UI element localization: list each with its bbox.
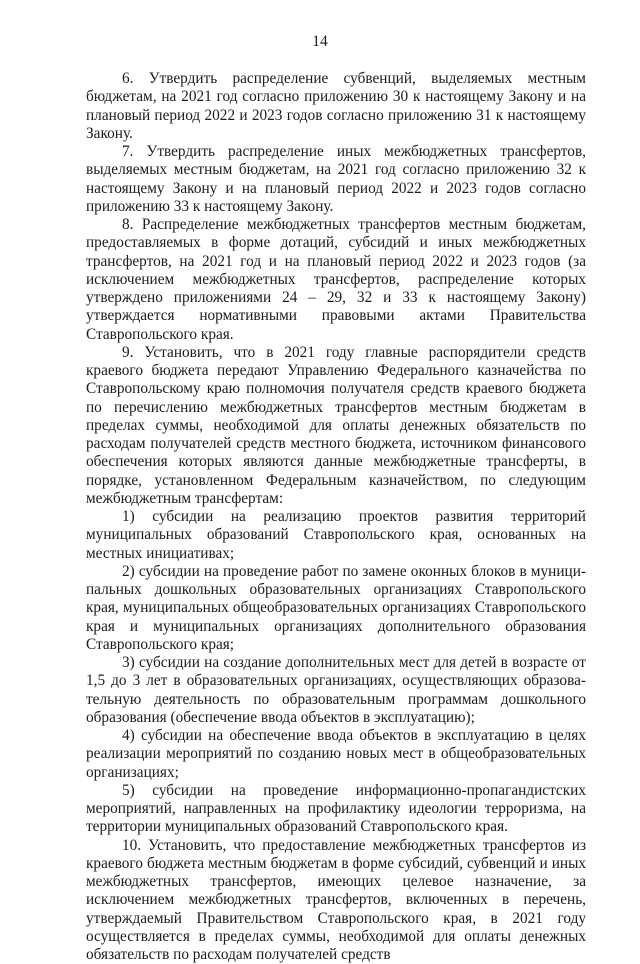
list-item-5: 5) субсидии на проведение информационно-пропагандистских мероприятий, направленных на профилактику идеологии терроризма, на территории муниципальных образований Ставропольского края. <box>86 782 586 837</box>
list-item-3: 3) субсидии на создание дополнительных мест для детей в возрасте от 1,5 до 3 лет в образовательных организациях, осуществляющих образовательную деятельность по образовательным программам дошкольного образования (обеспечение ввода объектов в эксплуатацию); <box>86 654 586 727</box>
paragraph-7: 7. Утвердить распределение иных межбюджетных трансфертов, выделяемых местным бюджетам, на 2021 год согласно приложению 32 к настоящему Закону и на плановый период 2022 и 2023 годов согласно приложению 33 к настоящему Закону. <box>86 143 586 216</box>
list-item-4: 4) субсидии на обеспечение ввода объектов в эксплуатацию в целях реализации мероприятий по созданию новых мест в общеобразовательных организациях; <box>86 727 586 782</box>
list-item-2: 2) субсидии на проведение работ по замене оконных блоков в муниципальных дошкольных образовательных организациях Ставропольского края, муниципальных общеобразовательных организациях Ставропольского края и муниципальных организациях дополнительного образования Ставропольского края; <box>86 563 586 654</box>
page-number: 14 <box>0 33 640 51</box>
paragraph-6: 6. Утвердить распределение субвенций, выделяемых местным бюджетам, на 2021 год согласно приложению 30 к настоящему Закону и на плановый период 2022 и 2023 годов согласно приложению 31 к настоящему Закону. <box>86 70 586 143</box>
paragraph-9: 9. Установить, что в 2021 году главные распорядители средств краевого бюджета передают Управлению Федерального казначейства по Ставропольскому краю полномочия получателя средств краевого бюджета по перечислению межбюджетных трансфертов местным бюджетам в пределах суммы, необходимой для оплаты денежных обязательств по расходам получателей средств местного бюджета, источником финансового обеспечения которых являются данные межбюджетные трансферты, в порядке, установленном Федеральным казначейством, по следующим межбюджетным трансфертам: <box>86 344 586 508</box>
document-body <box>86 70 586 964</box>
paragraph-8: 8. Распределение межбюджетных трансфертов местным бюджетам, предоставляемых в форме дотаций, субсидий и иных межбюджетных трансфертов, на 2021 год и на плановый период 2022 и 2023 годов (за исключением межбюджетных трансфертов, распределение которых утверждено приложениями 24 – 29, 32 и 33 к настоящему Закону) утверждается нормативными правовыми актами Правительства Ставропольского края. <box>86 216 586 344</box>
list-item-1: 1) субсидии на реализацию проектов развития территорий муниципальных образований Ставропольского края, основанных на местных инициативах; <box>86 508 586 563</box>
paragraph-10: 10. Установить, что предоставление межбюджетных трансфертов из краевого бюджета местным бюджетам в форме субсидий, субвенций и иных межбюджетных трансфертов, имеющих целевое назначение, за исключением межбюджетных трансфертов, включенных в перечень, утверждаемый Правительством Ставропольского края, в 2021 году осуществляется в пределах суммы, необходимой для оплаты денежных обязательств по расходам получателей средств <box>86 837 586 964</box>
